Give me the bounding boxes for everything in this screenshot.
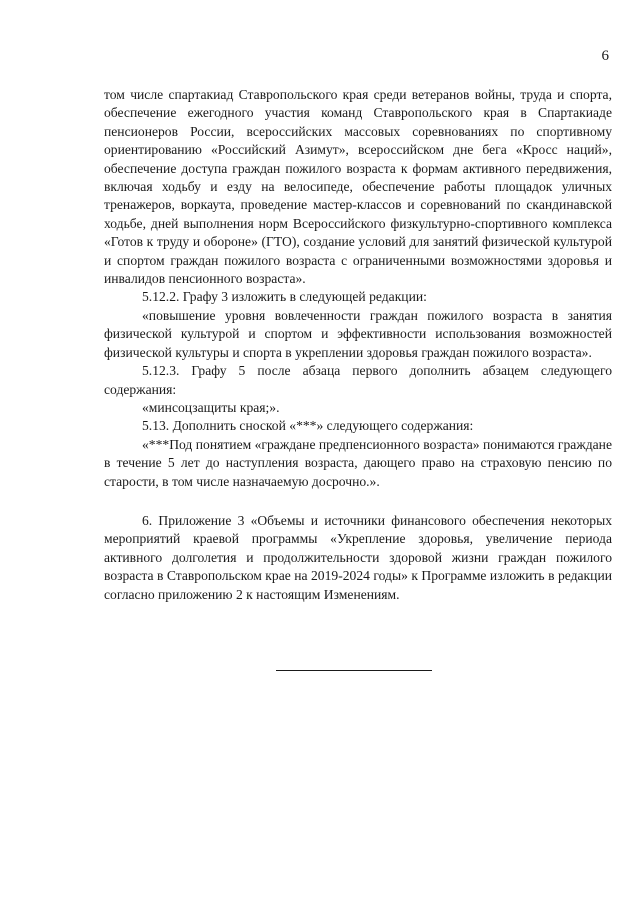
paragraph-6-appendix: 6. Приложение 3 «Объемы и источники финансового обеспечения некоторых мероприятий краевой программы «Укрепление здоровья, увеличение периода активного долголетия и продолжительности здоровой жизни граждан пожилого возраста в Ставропольском крае на 2019-2024 годы» к Программе изложить в редакции согласно приложению 2 к настоящим Изменениям. <box>104 512 612 602</box>
paragraph-5-12-2: 5.12.2. Графу 3 изложить в следующей редакции: <box>142 289 427 305</box>
paragraph-column-3-text: «повышение уровня вовлеченности граждан пожилого возраста в занятия физической культурой и спортом и эффективности использования возможностей физической культуры и спорта в укреплении здоровья граждан пожилого возраста». <box>104 307 612 360</box>
paragraph-sport-events: том числе спартакиад Ставропольского края среди ветеранов войны, труда и спорта, обеспечение ежегодного участия команд Ставропольского края в Спартакиаде пенсионеров России, всероссийских массовых соревнованиях по спортивному ориентированию «Российский Азимут», всероссийском дне бега «Кросс наций», обеспечение доступа граждан пожилого возраста к формам активного передвижения, включая ходьбу и езду на велосипеде, обеспечение работы площадок уличных тренажеров, воркаута, проведение мастер-классов и соревнований по скандинавской ходьбе, дней выполнения норм Всероссийского физкультурно-спортивного комплекса «Готов к труду и обороне» (ГТО), создание условий для занятий физической культурой и спортом граждан пожилого возраста с ограниченными возможностями здоровья и инвалидов пенсионного возраста». <box>104 87 612 287</box>
paragraph-5-13: 5.13. Дополнить сноской «***» следующего содержания: <box>142 418 474 434</box>
paragraph-minsoczashchita: «минсоцзащиты края;». <box>142 399 280 415</box>
page-number: 6 <box>601 48 609 64</box>
paragraph-footnote-text: «***Под понятием «граждане предпенсионного возраста» понимаются граждане в течение 5 лет до наступления возраста, дающего право на страховую пенсию по старости, в том числе назначаемую досрочно.». <box>104 436 612 489</box>
document-body <box>104 86 612 604</box>
paragraph-5-12-3: 5.12.3. Графу 5 после абзаца первого дополнить абзацем следующего содержания: <box>104 363 612 397</box>
end-separator-line <box>276 670 432 671</box>
